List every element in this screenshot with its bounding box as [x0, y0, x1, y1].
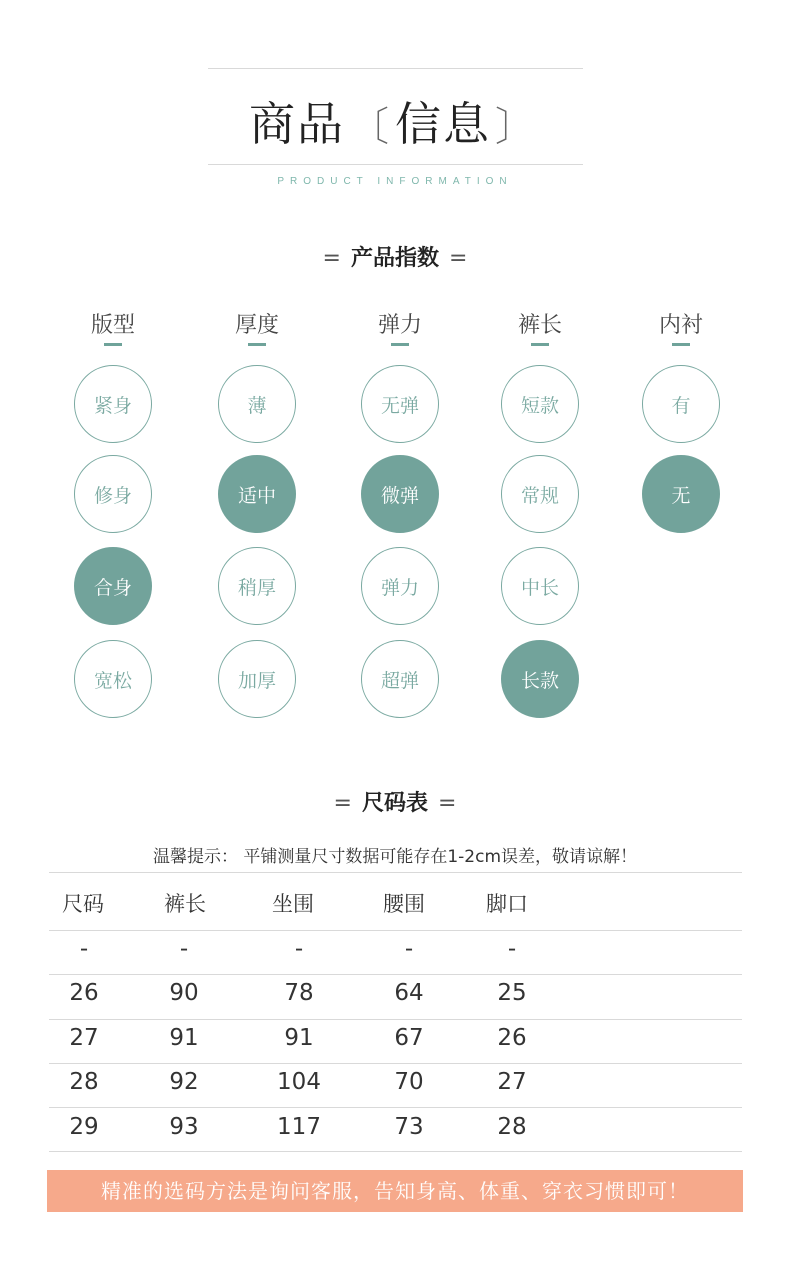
table-cell: 29: [69, 1114, 99, 1140]
index-option: 常规: [501, 455, 579, 533]
table-header-cell: 脚口: [486, 892, 528, 916]
table-cell: 78: [284, 980, 314, 1006]
table-divider: [49, 1107, 742, 1108]
table-cell: 117: [277, 1114, 321, 1140]
index-option-selected: 合身: [74, 547, 152, 625]
index-option: 宽松: [74, 640, 152, 718]
title-right: 信息: [395, 97, 491, 151]
table-cell: 90: [169, 980, 199, 1006]
index-column-heading: 厚度: [234, 313, 279, 338]
index-option-selected: 适中: [218, 455, 296, 533]
table-cell: -: [294, 936, 304, 962]
table-cell: 27: [69, 1025, 99, 1051]
table-cell: 25: [497, 980, 527, 1006]
equals-icon: =: [449, 246, 468, 271]
table-cell: 91: [169, 1025, 199, 1051]
table-header-cell: 尺码: [62, 892, 104, 916]
size-tip: 温馨提示： 平铺测量尺寸数据可能存在1-2cm误差，敬请谅解！: [152, 847, 638, 867]
product-index-title-text: 产品指数: [350, 246, 439, 271]
table-cell: 92: [169, 1069, 199, 1095]
table-cell: 64: [394, 980, 424, 1006]
index-option: 短款: [501, 365, 579, 443]
index-column-heading: 弹力: [377, 313, 422, 338]
index-column-heading: 内衬: [658, 313, 703, 338]
table-divider: [49, 974, 742, 975]
product-index-title: [0, 241, 790, 272]
index-option: 中长: [501, 547, 579, 625]
index-option: 弹力: [361, 547, 439, 625]
index-option: 紧身: [74, 365, 152, 443]
table-divider: [49, 1063, 742, 1064]
column-underline: [531, 343, 549, 346]
table-cell: 28: [497, 1114, 527, 1140]
table-cell: 67: [394, 1025, 424, 1051]
table-cell: -: [79, 936, 89, 962]
table-cell: 91: [284, 1025, 314, 1051]
page-subtitle: PRODUCT INFORMATION: [277, 176, 513, 187]
size-chart-title: [0, 786, 790, 817]
bracket-open: 〔: [349, 104, 391, 150]
table-cell: 27: [497, 1069, 527, 1095]
table-header-cell: 裤长: [164, 892, 206, 916]
equals-icon: =: [333, 791, 352, 816]
table-cell: 104: [277, 1069, 321, 1095]
table-cell: 70: [394, 1069, 424, 1095]
column-underline: [104, 343, 122, 346]
column-underline: [672, 343, 690, 346]
table-cell: 73: [394, 1114, 424, 1140]
header-top-divider: [208, 68, 583, 69]
index-option-selected: 微弹: [361, 455, 439, 533]
index-option: 修身: [74, 455, 152, 533]
index-option-selected: 无: [642, 455, 720, 533]
equals-icon: =: [322, 246, 341, 271]
title-left: 商品: [249, 97, 345, 151]
page-title: [0, 88, 790, 154]
table-cell: -: [179, 936, 189, 962]
index-option: 薄: [218, 365, 296, 443]
index-option: 有: [642, 365, 720, 443]
index-column-heading: 裤长: [517, 313, 562, 338]
index-column-heading: 版型: [90, 313, 135, 338]
table-header-cell: 坐围: [272, 892, 314, 916]
index-option: 无弹: [361, 365, 439, 443]
table-cell: -: [404, 936, 414, 962]
table-divider: [49, 1019, 742, 1020]
advice-banner: 精准的选码方法是询问客服，告知身高、体重、穿衣习惯即可！: [47, 1170, 743, 1212]
index-option: 加厚: [218, 640, 296, 718]
index-option: 稍厚: [218, 547, 296, 625]
table-cell: 26: [69, 980, 99, 1006]
table-cell: 26: [497, 1025, 527, 1051]
index-option: 超弹: [361, 640, 439, 718]
header-bottom-divider: [208, 164, 583, 165]
table-cell: -: [507, 936, 517, 962]
bracket-close: 〕: [495, 104, 537, 150]
table-cell: 93: [169, 1114, 199, 1140]
table-divider: [49, 1151, 742, 1152]
index-option-selected: 长款: [501, 640, 579, 718]
table-cell: 28: [69, 1069, 99, 1095]
column-underline: [248, 343, 266, 346]
table-header-cell: 腰围: [383, 892, 425, 916]
equals-icon: =: [438, 791, 457, 816]
column-underline: [391, 343, 409, 346]
size-chart-title-text: 尺码表: [361, 791, 428, 816]
table-divider: [49, 930, 742, 931]
table-divider: [49, 872, 742, 873]
